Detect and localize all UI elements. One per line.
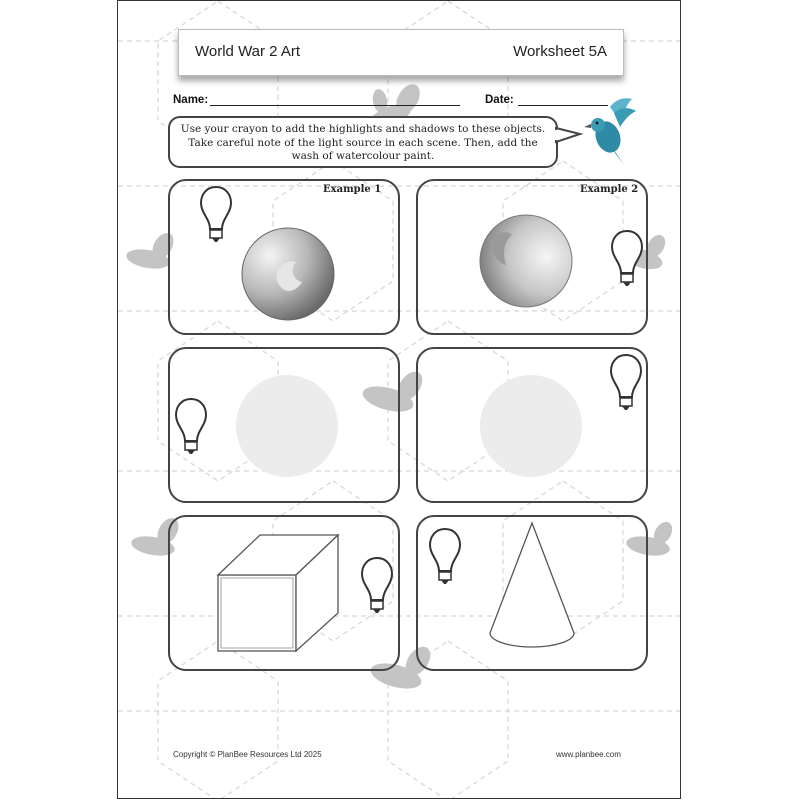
example-2-label: Example 2: [580, 184, 639, 195]
blank-sphere-right: [480, 375, 582, 477]
light-bulb-icon: [611, 229, 643, 287]
light-bulb-icon: [610, 353, 642, 411]
worksheet-number: Worksheet 5A: [513, 43, 607, 60]
header-box: [178, 29, 624, 76]
shaded-sphere-example-1: [240, 226, 336, 322]
light-bulb-icon: [361, 556, 393, 614]
light-bulb-icon: [429, 527, 461, 585]
name-label: Name:: [173, 94, 209, 106]
cone-outline: [486, 521, 578, 651]
worksheet-page: [117, 0, 681, 799]
bird-icon: [580, 97, 640, 169]
worksheet-title: World War 2 Art: [195, 43, 301, 60]
date-label: Date:: [485, 94, 514, 106]
copyright-text: Copyright © PlanBee Resources Ltd 2025: [173, 750, 322, 759]
light-bulb-icon: [200, 185, 232, 243]
blank-sphere-left: [236, 375, 338, 477]
shaded-sphere-example-2: [476, 213, 576, 309]
name-line[interactable]: [210, 105, 460, 106]
website-link[interactable]: www.planbee.com: [556, 750, 621, 759]
instruction-box: Use your crayon to add the highlights and shadows to these objects. Take careful note of the light source in each scene. Then, add the wash of watercolour paint.: [168, 116, 558, 168]
cube-outline: [218, 533, 340, 655]
light-bulb-icon: [175, 397, 207, 455]
example-1-label: Example 1: [323, 184, 382, 195]
